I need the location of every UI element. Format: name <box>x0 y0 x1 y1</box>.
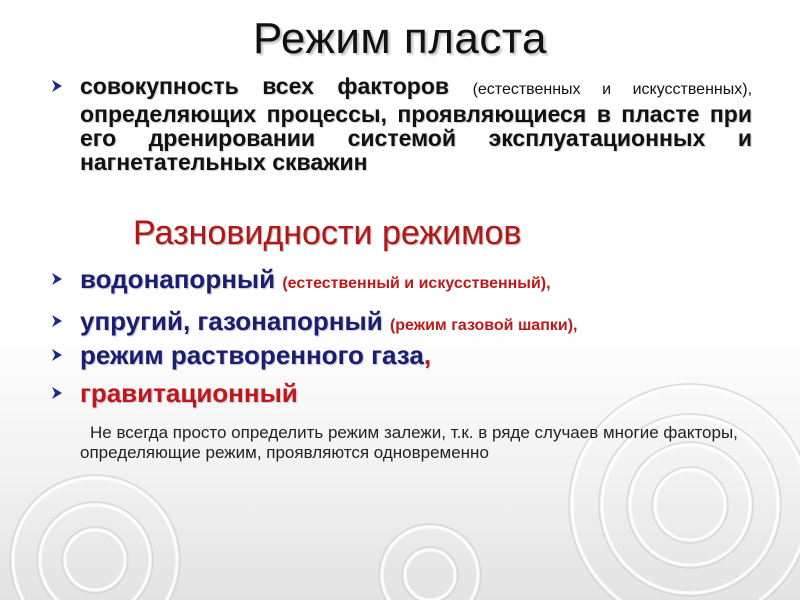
regime-item-gravity <box>80 378 298 409</box>
footnote-text: Не всегда просто определить режим залежи, т.к. в ряде случаев многие факторы, определяющие режим, проявляются одновременно <box>80 423 738 462</box>
definition-rest: определяющих процессы, проявляющиеся в пласте при его дренировании системой эксплуатационных и нагнетательных скважин <box>80 101 752 175</box>
chevron-right-icon <box>50 272 64 286</box>
slide-title: Режим пласта <box>253 14 547 63</box>
regime-item-water <box>80 264 551 295</box>
regime-note: (естественный и искусственный), <box>282 275 551 292</box>
regime-suffix: , <box>423 340 432 370</box>
regime-item-dissolved-gas <box>80 340 431 371</box>
chevron-right-icon <box>50 348 64 362</box>
section-subtitle: Разновидности режимов <box>133 214 522 252</box>
chevron-right-icon <box>50 79 64 93</box>
regime-name: режим растворенного газа <box>80 340 424 370</box>
regime-note: (режим газовой шапки), <box>389 317 578 334</box>
definition-lead: совокупность всех факторов <box>80 73 450 99</box>
definition-text <box>80 74 752 174</box>
definition-paren: (естественных и искусственных), <box>472 81 753 98</box>
regime-name: упругий, газонапорный <box>80 306 383 336</box>
chevron-right-icon <box>50 386 64 400</box>
regime-name: гравитационный <box>80 378 298 408</box>
chevron-right-icon <box>50 314 64 328</box>
regime-name: водонапорный <box>80 264 276 294</box>
regime-item-elastic <box>80 306 577 337</box>
